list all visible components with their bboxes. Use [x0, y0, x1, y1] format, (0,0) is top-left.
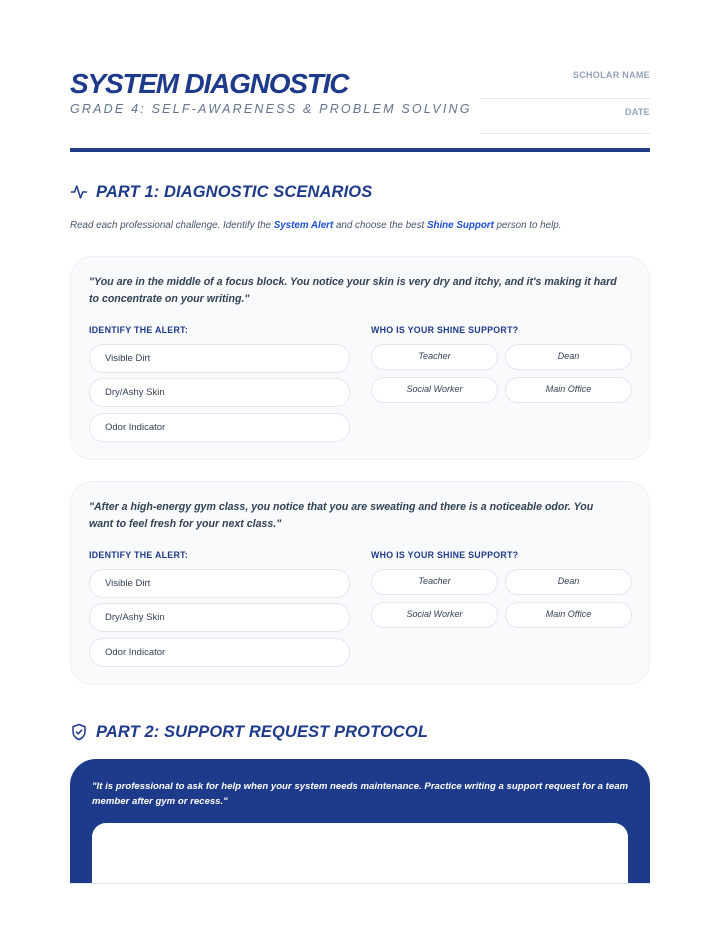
instructions-text: and choose the best	[333, 220, 427, 231]
scholar-name-label: SCHOLAR NAME	[572, 70, 650, 80]
page-subtitle: GRADE 4: SELF-AWARENESS & PROBLEM SOLVING	[70, 102, 472, 116]
alert-option-visible-dirt[interactable]: Visible Dirt	[89, 344, 350, 373]
support-option-social-worker[interactable]: Social Worker	[371, 602, 498, 628]
shine-support-label: WHO IS YOUR SHINE SUPPORT?	[371, 550, 519, 560]
scenario-text: "After a high-energy gym class, you notice that you are sweating and there is a noticeable odor. You want to feel fresh for your next class."	[89, 501, 594, 530]
date-field[interactable]	[480, 133, 650, 134]
identify-alert-label: IDENTIFY THE ALERT:	[89, 550, 189, 560]
scenario-card	[70, 256, 650, 460]
part2-heading	[70, 720, 428, 744]
scenario-text: "You are in the middle of a focus block. You notice your skin is very dry and itchy, and it's making it hard to concentrate on your writing."	[89, 276, 617, 305]
alert-option-odor[interactable]: Odor Indicator	[89, 638, 350, 667]
support-request-prompt: "It is professional to ask for help when your system needs maintenance. Practice writing a support request for a team member after gym or recess."	[92, 781, 629, 807]
alert-option-dry-skin[interactable]: Dry/Ashy Skin	[89, 378, 350, 407]
part1-title: PART 1: DIAGNOSTIC SCENARIOS	[96, 182, 373, 201]
date-label: DATE	[624, 107, 650, 117]
scholar-name-field[interactable]	[480, 98, 650, 99]
alert-option-odor[interactable]: Odor Indicator	[89, 413, 350, 442]
support-request-writing-area[interactable]	[92, 823, 628, 884]
support-request-panel	[70, 759, 650, 884]
alert-option-dry-skin[interactable]: Dry/Ashy Skin	[89, 603, 350, 632]
shine-support-highlight: Shine Support	[426, 220, 494, 231]
part1-heading	[70, 180, 372, 204]
support-option-main-office[interactable]: Main Office	[505, 602, 632, 628]
page-bottom-edge	[70, 883, 650, 884]
instructions-text: person to help.	[493, 220, 562, 231]
support-option-teacher[interactable]: Teacher	[371, 344, 498, 370]
worksheet-header	[70, 66, 650, 136]
header-divider	[70, 148, 650, 152]
alert-option-visible-dirt[interactable]: Visible Dirt	[89, 569, 350, 598]
instructions-text: Read each professional challenge. Identify the	[70, 220, 274, 231]
part1-instructions	[70, 220, 561, 231]
support-option-main-office[interactable]: Main Office	[505, 377, 632, 403]
support-option-teacher[interactable]: Teacher	[371, 569, 498, 595]
pulse-icon	[70, 183, 88, 201]
page-title: SYSTEM DIAGNOSTIC	[70, 68, 349, 99]
support-option-social-worker[interactable]: Social Worker	[371, 377, 498, 403]
support-option-dean[interactable]: Dean	[505, 344, 632, 370]
shine-support-label: WHO IS YOUR SHINE SUPPORT?	[371, 325, 519, 335]
scenario-card	[70, 481, 650, 685]
part2-title: PART 2: SUPPORT REQUEST PROTOCOL	[96, 722, 429, 741]
shield-check-icon	[70, 723, 88, 741]
identify-alert-label: IDENTIFY THE ALERT:	[89, 325, 189, 335]
support-option-dean[interactable]: Dean	[505, 569, 632, 595]
system-alert-highlight: System Alert	[273, 220, 334, 231]
